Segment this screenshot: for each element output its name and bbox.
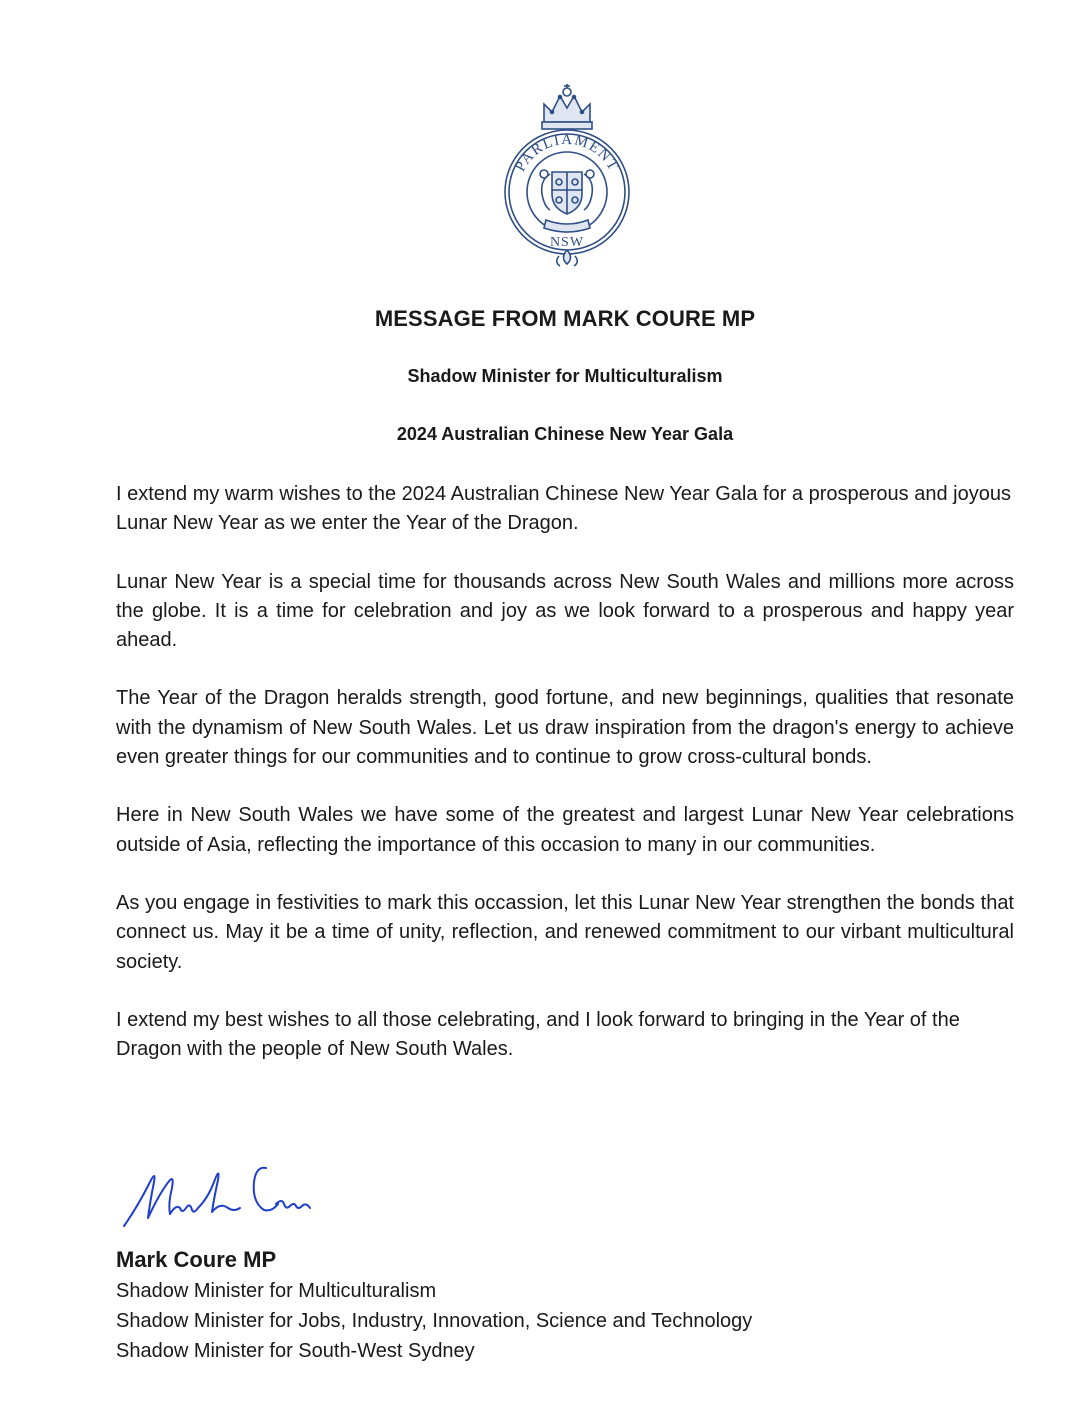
signature-block	[116, 1244, 752, 1366]
signatory-name: Mark Coure MP	[116, 1247, 277, 1272]
letter-event-heading: 2024 Australian Chinese New Year Gala	[396, 424, 734, 444]
parliament-nsw-crest-icon	[494, 82, 640, 272]
signatory-title: Shadow Minister for South-West Sydney	[116, 1340, 475, 1362]
body-paragraph: Lunar New Year is a special time for thousands across New South Wales and millions more across the globe. It is a time for celebration and joy as we look forward to a prosperous and happy year ahead.	[116, 570, 1014, 652]
handwritten-signature	[116, 1152, 316, 1232]
svg-text:PARLIAMENT	[512, 132, 621, 174]
letter-body	[116, 480, 1014, 1093]
body-paragraph: Here in New South Wales we have some of the greatest and largest Lunar New Year celebrations outside of Asia, reflecting the importance of this occasion to many in our communities.	[116, 804, 1014, 856]
letter-title: MESSAGE FROM MARK COURE MP	[374, 306, 756, 331]
body-paragraph: The Year of the Dragon heralds strength, good fortune, and new beginnings, qualities that resonate with the dynamism of New South Wales. Let us draw inspiration from the dragon's energy to achieve even greater things for our communities and to continue to grow cross-cultural bonds.	[116, 687, 1014, 769]
signatory-title: Shadow Minister for Jobs, Industry, Innovation, Science and Technology	[116, 1310, 753, 1332]
signatory-title: Shadow Minister for Multiculturalism	[116, 1280, 437, 1302]
letter-role-heading: Shadow Minister for Multiculturalism	[407, 366, 723, 386]
crest-parliament-text: PARLIAMENT	[512, 131, 622, 175]
body-paragraph: As you engage in festivities to mark this occassion, let this Lunar New Year strengthen the bonds that connect us. May it be a time of unity, reflection, and renewed commitment to our virbant multicultural society.	[116, 891, 1014, 973]
crest-nsw-text: NSW	[549, 235, 585, 250]
body-paragraph: I extend my warm wishes to the 2024 Australian Chinese New Year Gala for a prosperous and joyous Lunar New Year as we enter the Year of the Dragon.	[116, 483, 1011, 535]
body-paragraph: I extend my best wishes to all those celebrating, and I look forward to bringing in the Year of the Dragon with the people of New South Wales.	[116, 1008, 960, 1061]
